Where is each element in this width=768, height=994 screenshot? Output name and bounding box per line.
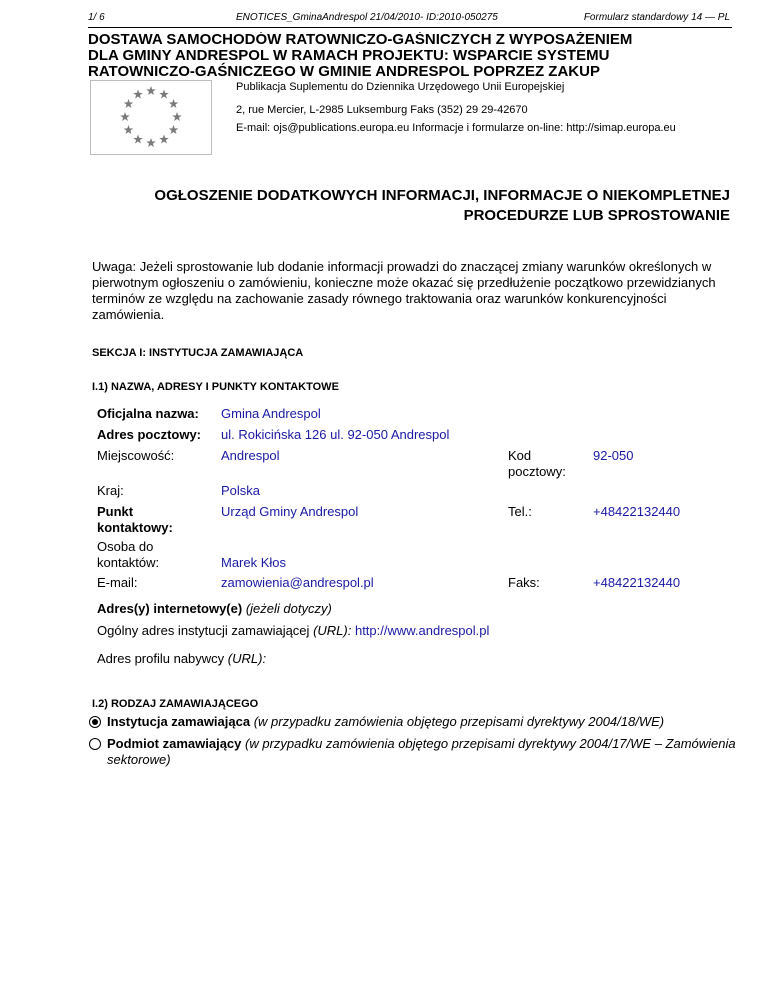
radio-selected-icon[interactable] — [89, 716, 101, 728]
star-icon — [146, 86, 156, 95]
page-number: 1/ 6 — [88, 12, 105, 23]
eu-flag-logo — [90, 80, 212, 155]
postcode-value: 92-050 — [593, 448, 634, 463]
notice-title-line2: PROCEDURZE LUB SPROSTOWANIE — [463, 207, 730, 224]
star-icon — [146, 138, 156, 147]
email-value[interactable]: zamowienia@andrespol.pl — [221, 575, 374, 590]
contact-person-value: Marek Kłos — [221, 555, 287, 570]
general-address-row: Ogólny adres instytucji zamawiającej (URL): http://www.andrespol.pl — [97, 623, 490, 638]
star-icon — [124, 99, 134, 108]
star-icon — [169, 99, 179, 108]
star-icon — [159, 135, 169, 144]
title-line: DLA GMINY ANDRESPOL W RAMACH PROJEKTU: WSPARCIE SYSTEMU — [88, 47, 610, 64]
star-icon — [124, 125, 134, 134]
fax-value: +48422132440 — [593, 575, 681, 590]
internet-heading: Adres(y) internetowy(e) (jeżeli dotyczy) — [97, 601, 332, 616]
star-icon — [172, 112, 182, 121]
correction-note: Uwaga: Jeżeli sprostowanie lub dodanie informacji prowadzi do znaczącej zmiany warunków określonych w pierwotnym ogłoszeniu o zamówieniu, konieczne może okazać się przedłużenie początkowo przewidzianych terminów ze względu na zachowanie zasady równego traktowania oraz warunków konkurencyjności zamówienia. — [92, 259, 716, 322]
title-line: DOSTAWA SAMOCHODÓW RATOWNICZO-GAŚNICZYCH Z WYPOSAŻENIEM — [88, 32, 633, 48]
publication-title: Publikacja Suplementu do Dziennika Urzędowego Unii Europejskiej — [236, 81, 565, 93]
star-icon — [159, 89, 169, 98]
contact-person-label: Osoba do kontaktów: — [97, 539, 160, 570]
form-name: Formularz standardowy 14 — PL — [583, 12, 730, 23]
name-label: Oficjalna nazwa: — [97, 406, 199, 421]
notice-title-line1: OGŁOSZENIE DODATKOWYCH INFORMACJI, INFORMACJE O NIEKOMPLETNEJ — [154, 187, 730, 204]
subsection-heading: I.1) NAZWA, ADRESY I PUNKTY KONTAKTOWE — [92, 381, 339, 393]
eu-flag-stars-icon — [91, 81, 211, 154]
section-heading: SEKCJA I: INSTYTUCJA ZAMAWIAJĄCA — [92, 347, 304, 359]
contract-title — [88, 32, 748, 76]
radio-unselected-icon[interactable] — [89, 738, 101, 750]
contact-point-value: Urząd Gminy Andrespol — [221, 504, 359, 519]
subsection-heading: I.2) RODZAJ ZAMAWIAJĄCEGO — [92, 698, 259, 710]
postcode-label: Kod pocztowy: — [508, 448, 566, 479]
general-address-link[interactable]: http://www.andrespol.pl — [354, 623, 490, 638]
address-value: ul. Rokicińska 126 ul. 92-050 Andrespol — [221, 427, 450, 442]
city-label: Miejscowość: — [97, 448, 175, 463]
publication-address: 2, rue Mercier, L-2985 Luksemburg Faks (352) 29 29-42670 — [236, 104, 528, 116]
header-divider — [88, 27, 732, 28]
tel-label: Tel.: — [508, 504, 532, 519]
address-label: Adres pocztowy: — [97, 427, 202, 442]
name-value: Gmina Andrespol — [221, 406, 321, 421]
star-icon — [120, 112, 130, 121]
option-contracting-entity[interactable]: Podmiot zamawiający (w przypadku zamówienia objętego przepisami dyrektywy 2004/17/WE – Zamówienia sektorowe) — [89, 736, 739, 768]
fax-label: Faks: — [508, 575, 540, 590]
publication-contact: E-mail: ojs@publications.europa.eu Informacje i formularze on-line: http://simap.europa.eu — [236, 122, 676, 134]
buyer-profile-row: Adres profilu nabywcy (URL): — [97, 651, 267, 666]
email-label: E-mail: — [97, 575, 138, 590]
city-value: Andrespol — [221, 448, 280, 463]
country-label: Kraj: — [97, 483, 124, 498]
title-line: RATOWNICZO-GAŚNICZEGO W GMINIE ANDRESPOL POPRZEZ ZAKUP — [88, 63, 600, 76]
star-icon — [133, 89, 143, 98]
star-icon — [133, 135, 143, 144]
star-icon — [169, 125, 179, 134]
option-contracting-authority[interactable]: Instytucja zamawiająca (w przypadku zamówienia objętego przepisami dyrektywy 2004/18/WE) — [89, 714, 739, 730]
contact-point-label: Punkt kontaktowy: — [97, 504, 173, 535]
tel-value: +48422132440 — [593, 504, 681, 519]
country-value: Polska — [221, 483, 261, 498]
document-id: ENOTICES_GminaAndrespol 21/04/2010- ID:2010-050275 — [236, 12, 498, 23]
